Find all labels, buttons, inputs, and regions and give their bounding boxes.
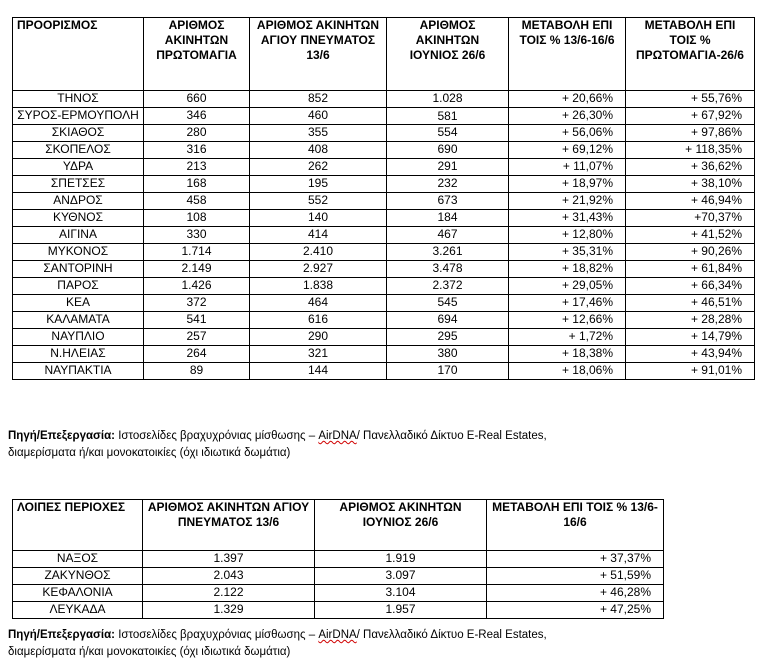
source-note-1 (8, 428, 547, 462)
table-row (13, 193, 755, 210)
other-areas-table (12, 499, 664, 619)
change-13-16-cell: + 18,82% (509, 261, 626, 278)
june-cell: 3.097 (315, 568, 487, 585)
change-13-16-cell: + 69,12% (509, 142, 626, 159)
may-day-cell: 458 (144, 193, 250, 210)
change-13-16-cell: + 56,06% (509, 125, 626, 142)
change-13-16-cell: + 1,72% (509, 329, 626, 346)
destination-cell: ΥΔΡΑ (13, 159, 144, 176)
table-row (13, 329, 755, 346)
change-13-16-cell: + 17,46% (509, 295, 626, 312)
area-cell: ΝΑΞΟΣ (13, 551, 143, 568)
table-row (13, 602, 664, 619)
june-cell: 694 (387, 312, 509, 329)
header-pentecost: ΑΡΙΘΜΟΣ ΑΚΙΝΗΤΩΝ ΑΓΙΟΥ ΠΝΕΥΜΑΤΟΣ 13/6 (143, 500, 315, 551)
table-row (13, 295, 755, 312)
may-day-cell: 660 (144, 91, 250, 108)
change-may-26-cell: + 97,86% (626, 125, 755, 142)
june-cell: 184 (387, 210, 509, 227)
may-day-cell: 330 (144, 227, 250, 244)
june-cell: 2.372 (387, 278, 509, 295)
pentecost-cell: 321 (250, 346, 387, 363)
destination-cell: ΚΕΑ (13, 295, 144, 312)
june-cell: 554 (387, 125, 509, 142)
header-other-areas: ΛΟΙΠΕΣ ΠΕΡΙΟΧΕΣ (13, 500, 143, 551)
source-text-after: / Πανελλαδικό Δίκτυο E-Real Estates, (356, 430, 547, 442)
change-13-16-cell: + 35,31% (509, 244, 626, 261)
table-row (13, 244, 755, 261)
pentecost-cell: 464 (250, 295, 387, 312)
may-day-cell: 346 (144, 108, 250, 125)
may-day-cell: 89 (144, 363, 250, 380)
june-cell: 232 (387, 176, 509, 193)
may-day-cell: 168 (144, 176, 250, 193)
change-may-26-cell: + 41,52% (626, 227, 755, 244)
source-text-after: / Πανελλαδικό Δίκτυο E-Real Estates, (356, 629, 547, 641)
change-cell: + 51,59% (487, 568, 664, 585)
table-header-row (13, 18, 755, 91)
change-may-26-cell: + 38,10% (626, 176, 755, 193)
change-may-26-cell: + 90,26% (626, 244, 755, 261)
change-may-26-cell: + 91,01% (626, 363, 755, 380)
pentecost-cell: 616 (250, 312, 387, 329)
may-day-cell: 257 (144, 329, 250, 346)
pentecost-cell: 2.927 (250, 261, 387, 278)
june-cell: 1.028 (387, 91, 509, 108)
may-day-cell: 541 (144, 312, 250, 329)
header-change-13-16: ΜΕΤΑΒΟΛΗ ΕΠΙ ΤΟΙΣ % 13/6-16/6 (509, 18, 626, 91)
header-may-day: ΑΡΙΘΜΟΣ ΑΚΙΝΗΤΩΝ ΠΡΩΤΟΜΑΓΙΑ (144, 18, 250, 91)
june-cell: 545 (387, 295, 509, 312)
table-row (13, 551, 664, 568)
destination-cell: ΠΑΡΟΣ (13, 278, 144, 295)
header-destination: ΠΡΟΟΡΙΣΜΟΣ (13, 18, 144, 91)
change-13-16-cell: + 18,97% (509, 176, 626, 193)
june-cell: 581 (387, 108, 509, 125)
june-cell: 380 (387, 346, 509, 363)
pentecost-cell: 1.397 (143, 551, 315, 568)
june-cell: 690 (387, 142, 509, 159)
change-may-26-cell: + 66,34% (626, 278, 755, 295)
pentecost-cell: 552 (250, 193, 387, 210)
pentecost-cell: 2.043 (143, 568, 315, 585)
change-may-26-cell: + 43,94% (626, 346, 755, 363)
source-label: Πηγή/Επεξεργασία: (8, 629, 115, 641)
pentecost-cell: 852 (250, 91, 387, 108)
pentecost-cell: 1.329 (143, 602, 315, 619)
area-cell: ΖΑΚΥΝΘΟΣ (13, 568, 143, 585)
table-row (13, 312, 755, 329)
airdna-link[interactable]: AirDNA (318, 430, 357, 442)
change-may-26-cell: + 61,84% (626, 261, 755, 278)
table-row (13, 210, 755, 227)
june-cell: 673 (387, 193, 509, 210)
change-may-26-cell: + 36,62% (626, 159, 755, 176)
header-change-may-26: ΜΕΤΑΒΟΛΗ ΕΠΙ ΤΟΙΣ % ΠΡΩΤΟΜΑΓΙΑ-26/6 (626, 18, 755, 91)
change-13-16-cell: + 26,30% (509, 108, 626, 125)
airdna-link[interactable]: AirDNA (318, 629, 357, 641)
source-line2: διαμερίσματα ή/και μονοκατοικίες (όχι ιδιωτικά δωμάτια) (8, 646, 291, 658)
change-13-16-cell: + 20,66% (509, 91, 626, 108)
area-cell: ΛΕΥΚΑΔΑ (13, 602, 143, 619)
june-cell: 291 (387, 159, 509, 176)
table-row (13, 125, 755, 142)
table-header-row (13, 500, 664, 551)
pentecost-cell: 2.410 (250, 244, 387, 261)
destination-cell: ΚΥΘΝΟΣ (13, 210, 144, 227)
table-row (13, 159, 755, 176)
june-cell: 3.104 (315, 585, 487, 602)
change-may-26-cell: + 67,92% (626, 108, 755, 125)
change-may-26-cell: +70,37% (626, 210, 755, 227)
change-cell: + 37,37% (487, 551, 664, 568)
destination-cell: ΤΗΝΟΣ (13, 91, 144, 108)
header-june: ΑΡΙΘΜΟΣ ΑΚΙΝΗΤΩΝ ΙΟΥΝΙΟΣ 26/6 (315, 500, 487, 551)
change-may-26-cell: + 55,76% (626, 91, 755, 108)
june-cell: 170 (387, 363, 509, 380)
may-day-cell: 1.714 (144, 244, 250, 261)
june-cell: 3.478 (387, 261, 509, 278)
destination-cell: ΜΥΚΟΝΟΣ (13, 244, 144, 261)
pentecost-cell: 290 (250, 329, 387, 346)
june-cell: 467 (387, 227, 509, 244)
destination-cell: ΣΠΕΤΣΕΣ (13, 176, 144, 193)
change-13-16-cell: + 12,80% (509, 227, 626, 244)
may-day-cell: 1.426 (144, 278, 250, 295)
change-cell: + 47,25% (487, 602, 664, 619)
destination-cell: ΑΝΔΡΟΣ (13, 193, 144, 210)
destination-cell: ΝΑΥΠΑΚΤΙΑ (13, 363, 144, 380)
source-note-2 (8, 627, 547, 661)
table-row (13, 108, 755, 125)
table-row (13, 142, 755, 159)
change-13-16-cell: + 31,43% (509, 210, 626, 227)
change-cell: + 46,28% (487, 585, 664, 602)
pentecost-cell: 2.122 (143, 585, 315, 602)
destination-cell: ΣΥΡΟΣ-ΕΡΜΟΥΠΟΛΗ (13, 108, 144, 125)
destinations-table (12, 17, 755, 380)
table-row (13, 278, 755, 295)
destination-cell: ΣΚΟΠΕΛΟΣ (13, 142, 144, 159)
may-day-cell: 2.149 (144, 261, 250, 278)
june-cell: 3.261 (387, 244, 509, 261)
header-pentecost: ΑΡΙΘΜΟΣ ΑΚΙΝΗΤΩΝ ΑΓΙΟΥ ΠΝΕΥΜΑΤΟΣ 13/6 (250, 18, 387, 91)
change-may-26-cell: + 14,79% (626, 329, 755, 346)
june-cell: 1.919 (315, 551, 487, 568)
destination-cell: ΚΑΛΑΜΑΤΑ (13, 312, 144, 329)
pentecost-cell: 460 (250, 108, 387, 125)
pentecost-cell: 408 (250, 142, 387, 159)
source-label: Πηγή/Επεξεργασία: (8, 430, 115, 442)
area-cell: ΚΕΦΑΛΟΝΙΑ (13, 585, 143, 602)
change-13-16-cell: + 18,38% (509, 346, 626, 363)
table-row (13, 568, 664, 585)
table-row (13, 227, 755, 244)
destination-cell: ΣΑΝΤΟΡΙΝΗ (13, 261, 144, 278)
change-may-26-cell: + 28,28% (626, 312, 755, 329)
header-change-13-16: ΜΕΤΑΒΟΛΗ ΕΠΙ ΤΟΙΣ % 13/6-16/6 (487, 500, 664, 551)
destination-cell: Ν.ΗΛΕΙΑΣ (13, 346, 144, 363)
june-cell: 1.957 (315, 602, 487, 619)
may-day-cell: 264 (144, 346, 250, 363)
may-day-cell: 316 (144, 142, 250, 159)
pentecost-cell: 414 (250, 227, 387, 244)
destination-cell: ΝΑΥΠΛΙΟ (13, 329, 144, 346)
may-day-cell: 108 (144, 210, 250, 227)
table-row (13, 261, 755, 278)
change-13-16-cell: + 18,06% (509, 363, 626, 380)
table-row (13, 91, 755, 108)
source-line2: διαμερίσματα ή/και μονοκατοικίες (όχι ιδιωτικά δωμάτια) (8, 447, 291, 459)
change-13-16-cell: + 12,66% (509, 312, 626, 329)
pentecost-cell: 195 (250, 176, 387, 193)
pentecost-cell: 144 (250, 363, 387, 380)
change-13-16-cell: + 29,05% (509, 278, 626, 295)
may-day-cell: 280 (144, 125, 250, 142)
source-text: Ιστοσελίδες βραχυχρόνιας μίσθωσης – (115, 629, 319, 641)
change-13-16-cell: + 11,07% (509, 159, 626, 176)
pentecost-cell: 355 (250, 125, 387, 142)
header-june: ΑΡΙΘΜΟΣ ΑΚΙΝΗΤΩΝ ΙΟΥΝΙΟΣ 26/6 (387, 18, 509, 91)
may-day-cell: 372 (144, 295, 250, 312)
change-13-16-cell: + 21,92% (509, 193, 626, 210)
table-row (13, 176, 755, 193)
source-text: Ιστοσελίδες βραχυχρόνιας μίσθωσης – (115, 430, 319, 442)
pentecost-cell: 262 (250, 159, 387, 176)
change-may-26-cell: + 46,94% (626, 193, 755, 210)
pentecost-cell: 140 (250, 210, 387, 227)
may-day-cell: 213 (144, 159, 250, 176)
change-may-26-cell: + 118,35% (626, 142, 755, 159)
table-row (13, 363, 755, 380)
june-cell: 295 (387, 329, 509, 346)
table-row (13, 585, 664, 602)
table-row (13, 346, 755, 363)
destination-cell: ΣΚΙΑΘΟΣ (13, 125, 144, 142)
change-may-26-cell: + 46,51% (626, 295, 755, 312)
destination-cell: ΑΙΓΙΝΑ (13, 227, 144, 244)
pentecost-cell: 1.838 (250, 278, 387, 295)
